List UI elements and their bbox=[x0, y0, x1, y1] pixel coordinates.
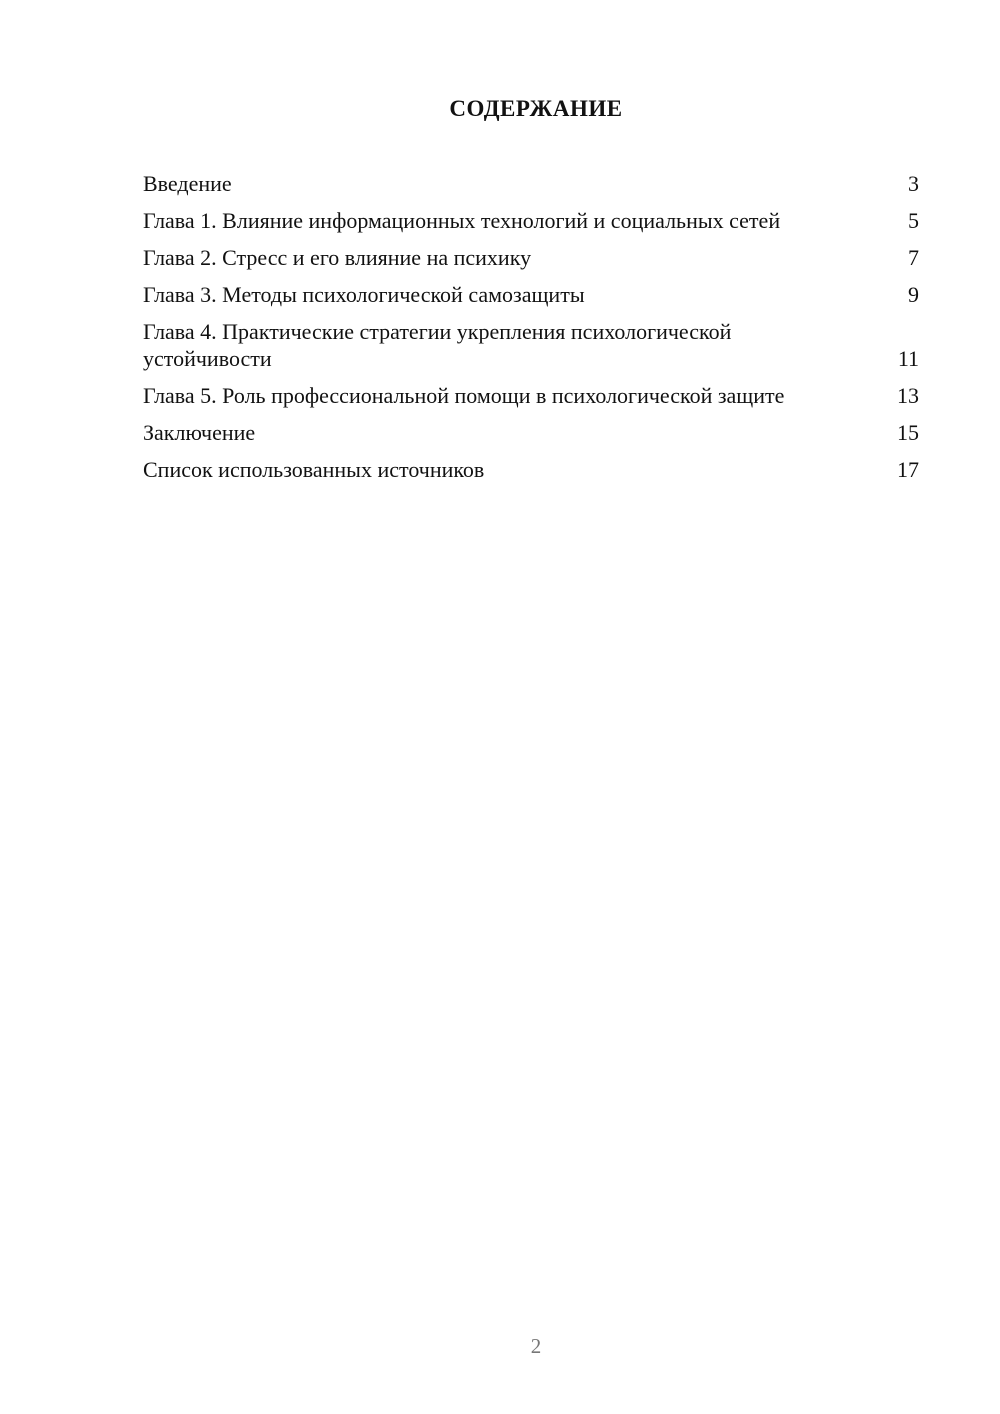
toc-entry-conclusion bbox=[143, 419, 919, 446]
toc-entry-introduction bbox=[143, 170, 919, 197]
page-number: 2 bbox=[530, 1334, 542, 1358]
toc-entry-page: 17 bbox=[897, 457, 919, 482]
toc-entry-page: 15 bbox=[897, 420, 919, 445]
toc-entry-page: 9 bbox=[908, 282, 919, 307]
toc-entry-text: Глава 1. Влияние информационных технологий и социальных сетей bbox=[143, 208, 781, 233]
toc-entry-text: Глава 5. Роль профессиональной помощи в психологической защите bbox=[143, 383, 785, 408]
toc-entry-page: 3 bbox=[908, 171, 919, 196]
toc-entry-references bbox=[143, 456, 919, 483]
toc-entry-page: 11 bbox=[897, 346, 919, 371]
toc-entry-text: Глава 4. Практические стратегии укрепления психологической устойчивости bbox=[143, 319, 732, 371]
toc-entry-text: Список использованных источников bbox=[143, 457, 485, 482]
toc-entry-text: Глава 2. Стресс и его влияние на психику bbox=[143, 245, 532, 270]
toc-entry-chapter-5 bbox=[143, 382, 919, 409]
toc-entry-page: 7 bbox=[908, 245, 919, 270]
toc-entry-chapter-3 bbox=[143, 281, 919, 308]
toc-entry-chapter-4 bbox=[143, 318, 919, 372]
toc-entry-text: Заключение bbox=[143, 420, 256, 445]
toc-entry-text: Введение bbox=[143, 171, 232, 196]
toc-entry-chapter-2 bbox=[143, 244, 919, 271]
table-of-contents bbox=[143, 170, 919, 493]
toc-entry-page: 13 bbox=[897, 383, 919, 408]
toc-entry-text: Глава 3. Методы психологической самозащиты bbox=[143, 282, 585, 307]
page-title: СОДЕРЖАНИЕ bbox=[449, 96, 623, 121]
toc-entry-page: 5 bbox=[908, 208, 919, 233]
toc-entry-chapter-1 bbox=[143, 207, 919, 234]
